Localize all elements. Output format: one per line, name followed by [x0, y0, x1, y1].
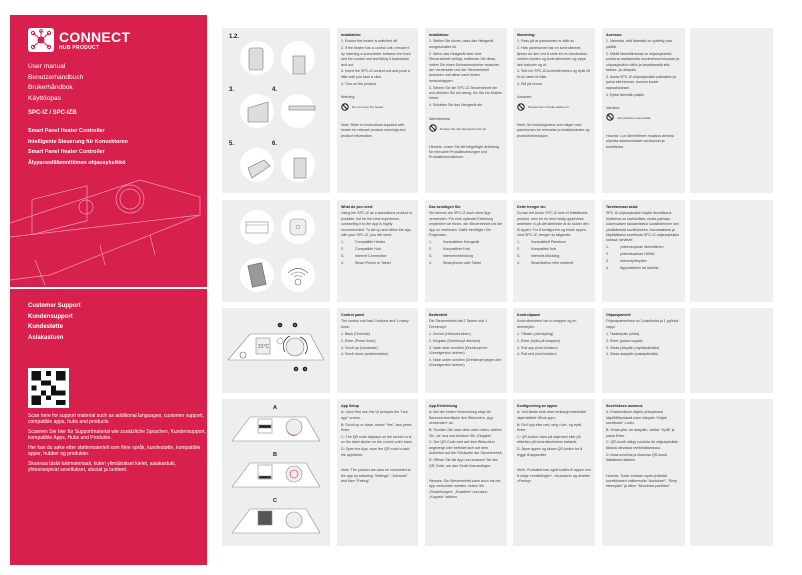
instruction-step: C: The QR code displays on the screen or is on the label sticker on the control unit's back.	[341, 435, 413, 445]
requirements-de	[425, 200, 507, 302]
instruction-step: 3. Nach oben scrollen (Drehknopf im Uhrzeigersinn drehen)	[429, 345, 488, 355]
requirement-item	[341, 254, 414, 259]
instruction-step: 3. Sett inn SPC-IZ-kontrollenheten og trykk litt til du hører et klikk.	[517, 69, 590, 79]
item-label: yhteensopivan HUBin	[620, 252, 655, 257]
product-names	[28, 126, 148, 168]
instruction-step: 1. Tilbake (overstyring)	[517, 331, 554, 336]
section-title: Installation:	[341, 33, 362, 37]
product-name-no: Smart Panel Heater Controller	[28, 149, 105, 155]
warning-row	[606, 113, 681, 123]
do-not-cover-icon	[517, 103, 525, 113]
warning-text: Do not cover the heater.	[352, 105, 385, 110]
section-title: Bedienfeld	[429, 313, 448, 317]
requirement-item	[517, 247, 591, 252]
item-number: 3.	[606, 259, 609, 264]
warning-label: Warnhinweis:	[429, 116, 451, 121]
app-setup-en	[337, 399, 418, 546]
instruction-step: D: Open the App, scan the QR code to add the appliance.	[341, 447, 410, 457]
instruction-step: 2. If the heater has a control unit, remove it by inserting a screwdriver between the front and the control unit and tilting it backwards and out.	[341, 46, 411, 67]
warning-label: Advarsel:	[517, 95, 532, 100]
installation-en	[337, 28, 418, 193]
section-title: App Setup	[341, 404, 359, 408]
installation-no	[513, 28, 595, 193]
instruction-step: D: Åpne appen og skann QR-koden for å legge til apparatet.	[517, 447, 583, 457]
step-label: 6.	[272, 141, 278, 147]
product-name-de: Intelligente Steuerung für Konvektoren	[28, 138, 128, 145]
warning-text: Decken Sie das Heizgerät nicht ab.	[440, 126, 487, 131]
section-intro: Ohjauspaneelissa on 2 painiketta ja 1 pyörivä nappi.	[606, 319, 679, 329]
instruction-step: 2. Wenn das Heizgerät über eine Steuereinheit verfügt, entfernen Sie diese, indem Sie einen Schraubendreher zwischen der Vorderseite und der Steuereinheit ansetzen und diese nach hinten herausklappen.	[429, 51, 500, 83]
step-b-label: B	[273, 452, 277, 458]
cover-panel	[10, 15, 207, 287]
requirement-item	[606, 266, 681, 271]
requirements-fi	[602, 200, 685, 302]
do-not-cover-icon	[341, 103, 349, 113]
item-number: 2.	[429, 246, 432, 251]
item-number: 2.	[517, 246, 520, 251]
instruction-step: 4. Rull ned (mot klokken)	[517, 352, 557, 357]
instruction-step: 3. Scroll up (clockwise)	[341, 345, 378, 350]
do-not-cover-icon	[606, 113, 614, 123]
section-title: Installation:	[429, 33, 450, 37]
requirements-en	[337, 200, 418, 302]
item-label: Internet Connection	[355, 253, 387, 258]
instruction-step: 4. Turn on the product.	[341, 81, 378, 86]
item-number: 1.	[606, 245, 609, 250]
section-note: Merk: Produktet kan også kobles til appen ved å velge «Innstillinger», «Avansert» og deretter «Paring»	[517, 468, 591, 483]
support-title-fi: Asiakastuen	[28, 334, 64, 341]
controller-line-art-icon	[10, 175, 207, 287]
app-setup-de	[425, 399, 507, 546]
section-note: Hinweis: Die Steuereinheit kann auch mit der App verbunden werden, indem Sie „Einstellungen“, „Erweitert“ und dann „Koppeln“ wählen.	[429, 478, 501, 500]
instruction-step: 1. Taaksepäin (ohita)	[606, 331, 640, 336]
heater-icon	[240, 210, 274, 244]
instruction-step: 3. Selaa ylöspäin (myötäpäivään)	[606, 345, 660, 350]
blank-panel	[690, 28, 773, 193]
manual-title-no: Brukerhåndbok	[28, 84, 73, 91]
requirement-item	[606, 252, 681, 257]
connect-hub-logo-icon	[28, 28, 54, 52]
instruction-step: B: Rull opp eller ned, velg «Ja», og trykk Enter.	[517, 422, 582, 433]
instruction-step: 4. Kytke lämmitin päälle.	[606, 92, 645, 97]
instruction-step: C: Der QR-Code wird auf dem Bildschirm angezeigt oder befindet sich auf dem Aufkleber auf der Rückseite der Steuereinheit.	[429, 440, 503, 456]
section-title: Sovelluksen asennus	[606, 404, 643, 408]
item-label: yhteensopivan lämmittimen	[620, 245, 664, 250]
warning-row	[429, 124, 503, 134]
section-title: Ohjauspaneeli	[606, 313, 631, 317]
support-titles	[28, 301, 81, 343]
section-note: Huomio: Lue lämmittimen mukana olevista ohjeista asianmukaiset varoitukset ja tuotetiedot.	[606, 133, 674, 149]
item-number: 3.	[341, 253, 344, 258]
requirement-item	[429, 240, 503, 245]
app-setup-diagram-icon	[222, 399, 330, 546]
requirements-illustrations	[222, 200, 330, 302]
item-number: 2.	[341, 246, 344, 251]
section-note: Huomio: Tuote voidaan myös yhdistää sovellukseen valitsemalla “Asetukset”, “Siirry eteenpäin” ja sitten “Muodosta pariliitos”.	[606, 473, 678, 489]
step-label: 1.2.	[229, 34, 240, 40]
item-number: 4.	[429, 260, 432, 265]
section-intro: Du kan fint bruke SPC-IZ som et frittstående produkt, men for en best mulig opplevelse anbefaler vi på det sterkeste at du kobler den til appen. For å konfigurere og bruke appen med SPC-IZ, trenger du følgende:	[517, 211, 589, 238]
support-panel	[10, 289, 207, 565]
requirement-item	[429, 247, 503, 252]
callout-label: 1	[279, 323, 281, 327]
section-title: App-Einrichtung	[429, 404, 458, 408]
section-title: Control panel	[341, 313, 365, 317]
instruction-step: A: Upon first use, the UI prompts the “Use app” screen.	[341, 410, 408, 420]
item-number: 1.	[341, 239, 344, 244]
item-label: Kompatibles Heizgerät	[443, 239, 480, 244]
warning-row	[517, 103, 591, 113]
brand-subtitle: HUB PRODUCT	[59, 45, 100, 51]
installation-de	[425, 28, 507, 193]
do-not-cover-icon	[429, 124, 437, 134]
step-c-label: C	[273, 498, 277, 504]
section-note: Note: Refer to instructions supplied with heater for relevant product warnings and product information.	[341, 122, 406, 138]
instruction-step: 1. Zurück (Überschreiben)	[429, 331, 471, 336]
instruction-step: 4. Scroll down (anticlockwise)	[341, 352, 389, 357]
instruction-step: 2. Enter (trykk på knappen)	[517, 338, 561, 343]
requirement-item	[517, 254, 591, 259]
instruction-step: B: Scrollen Sie nach oben oder unten, wählen Sie „Ja“ aus und drücken Sie „Eingabe“.	[429, 428, 502, 438]
section-title: Das benötigen Sie:	[429, 205, 462, 209]
section-title: Dette trenger du:	[517, 205, 546, 209]
control-panel-illustration	[222, 308, 330, 393]
instruction-step: 2. Enter (Press Knob)	[341, 338, 376, 343]
hub-icon	[281, 210, 315, 244]
item-number: 1.	[517, 239, 520, 244]
support-title-en: Customer Support	[28, 303, 81, 309]
installation-illustrations	[222, 28, 330, 193]
requirement-item	[429, 261, 503, 266]
instruction-step: 1. Back (Override)	[341, 331, 371, 336]
section-title: What do you need:	[341, 205, 374, 209]
section-note: Hinweis: Lesen Sie die beigefügte Anleitung für relevante Produktwarnungen und Produktinformationen.	[429, 144, 499, 160]
item-number: 4.	[341, 260, 344, 265]
scan-text-en: Scan here for support material such as additional languages, customer support, compatible apps, hubs and products.	[28, 413, 204, 425]
manual-titles	[28, 62, 83, 104]
instruction-step: 4. Schalten Sie das Heizgerät ein.	[429, 103, 484, 108]
scan-text-no: Her kan du søke etter støttemateriell som flere språk, kundestøtte, kompatible apper, hubber og produkter.	[28, 445, 201, 457]
callout-label: 2	[294, 323, 296, 327]
section-title: Montering:	[517, 33, 536, 37]
instruction-step: D: Öffnen Sie die App und scannen Sie den QR-Code, um das Gerät hinzuzufügen.	[429, 458, 499, 468]
instruction-step: 2. Hvis panelovnen har en kontrollenhet, fjerner du den ved å sette inn en skrutrekker mellom fronten og kontrollenheten og vippe den bakover og ut.	[517, 46, 588, 67]
section-intro: Using the SPC-IZ as a standalone product is possible, but for the best experience, connecting it to the App is highly recommended. To set up and utilize the app with your SPC-IZ, you will need:	[341, 211, 412, 238]
warning-text: Lämmitintä ei saa peittää.	[617, 115, 652, 120]
blank-panel	[690, 399, 773, 546]
step-label: 3.	[229, 87, 235, 93]
instruction-step: 3. Setzen Sie die SPC-IZ-Steuereinheit ein und drücken Sie ein wenig, bis Sie ein Klicken hören.	[429, 85, 503, 101]
instruction-step: 4. Nach unten scrollen (Drehknopf gegen den Uhrzeigersinn drehen)	[429, 357, 502, 368]
section-intro: The control unit has 2 buttons and 1 rotary knob.	[341, 319, 409, 329]
item-number: 2.	[606, 252, 609, 257]
step-label: 4.	[272, 87, 278, 93]
item-number: 3.	[517, 253, 520, 258]
brand-name: CONNECT	[59, 29, 131, 45]
instruction-step: C: QR-koodi näkyy ruudulla tai ohjausyksikön takana olevassa merkintätarrassa.	[606, 440, 679, 450]
instruction-step: B: Scroll up or down, select “Yes”, and press Enter.	[341, 422, 412, 433]
scan-instructions	[28, 413, 208, 477]
callout-label: 4	[304, 367, 306, 371]
wifi-icon	[281, 258, 315, 292]
scan-text-fi: Skannaa tästä tukimateriaali, kuten ylimääräiset kielet, asiakastuki, yhteensopivat sovellukset, alustat ja tuotteet.	[28, 461, 176, 473]
requirement-item	[341, 247, 414, 252]
warning-row	[341, 103, 414, 113]
blank-panel	[690, 308, 773, 393]
requirement-item	[606, 245, 681, 250]
instruction-step: 1. Stellen Sie sicher, dass das Heizgerät ausgeschaltet ist.	[429, 39, 494, 49]
app-setup-illustrations	[222, 399, 330, 546]
blank-panel	[690, 200, 773, 302]
section-title: Tarvitsemasi asiat:	[606, 205, 639, 209]
step-label: 5.	[229, 141, 235, 147]
warning-text: Panelovnen må ikke dekkes til.	[528, 105, 570, 110]
item-label: älypuhelimen tai tabletin	[620, 266, 659, 271]
section-intro: Kontrollenheten har to knapper og én dreiebryter.	[517, 319, 577, 329]
instruction-step: 1. Ensure the heater is switched off.	[341, 39, 399, 44]
control-panel-no	[513, 308, 595, 393]
control-panel-en	[337, 308, 418, 393]
requirement-item	[517, 240, 591, 245]
support-qr-code[interactable]	[28, 368, 69, 408]
instruction-step: A: Ved første bruk viser brukergrensesnittet skjermbildet «Bruk app».	[517, 410, 587, 420]
installation-fi	[602, 28, 685, 193]
support-title-de: Kundensupport	[28, 313, 73, 320]
instruction-step: 3. Aseta SPC-IZ-ohjausyksikkö paikalleen ja paina sitä hieman, kunnes kuulet napsahduksen.	[606, 74, 677, 90]
installation-line-art-icon	[222, 28, 330, 193]
manual-title-en: User manual	[28, 63, 66, 70]
section-title: Konfigurering av appen	[517, 404, 558, 408]
step-a-label: A	[273, 405, 277, 411]
control-panel-de	[425, 308, 507, 393]
instruction-step: 3. Insert the SPC-IZ control unit and push a little until you hear a click.	[341, 69, 411, 79]
instruction-step: 2. Eingabe (Drehknopf drücken)	[429, 338, 480, 343]
requirement-item	[341, 261, 414, 266]
item-label: Smart Phone or Tablet	[355, 260, 391, 265]
section-intro: SPC-IZ-ohjausyksikön käyttö itsenäisenä tuotteena on mahdollista, mutta parhaan kokemuksen takaamiseksi suosittelemme sen yhdistämistä sovellukseen. Asentaaksesi ja käyttääksesi sovellusta SPC-IZ-ohjausyksikön kanssa, tarvitset:	[606, 211, 680, 243]
item-label: Kompatibelt Panelovn	[531, 239, 566, 244]
manual-title-de: Benutzerhandbuch	[28, 73, 84, 81]
instruction-step: 1. Pass på at panelovnen er slått av.	[517, 39, 575, 44]
tablet-icon	[240, 258, 274, 292]
instruction-step: 4. Slå på ovnen.	[517, 81, 543, 86]
item-label: Smarttelefon eller nettbrett	[531, 260, 574, 265]
instruction-step: C: QR-koden vises på skjermen eller på etiketten på kontrollenhetens bakside.	[517, 435, 581, 445]
item-label: Kompatibler Hub	[443, 246, 470, 251]
control-panel-fi	[602, 308, 685, 393]
control-unit-diagram-icon	[222, 308, 330, 393]
display-temperature: 21°C	[258, 344, 270, 350]
section-title: Asennus:	[606, 33, 623, 37]
instruction-step: B: Selaa ylös- tai alaspäin, valitse “Kyllä” ja paina Enter.	[606, 428, 675, 438]
requirement-item	[341, 240, 414, 245]
item-label: Compatible Heater	[355, 239, 385, 244]
instruction-step: 1. Varmista, että lämmitin on kytketty pois päältä.	[606, 39, 673, 49]
requirement-item	[517, 261, 591, 266]
item-label: internetyhteyden	[620, 259, 647, 264]
requirements-no	[513, 200, 595, 302]
requirement-item	[429, 254, 503, 259]
product-name-en: Smart Panel Heater Controller	[28, 128, 105, 134]
item-label: Internett-tilkobling	[531, 253, 560, 258]
instruction-step: 2. Enter (paina nuppia)	[606, 338, 643, 343]
manual-title-fi: Käyttöopas	[28, 94, 61, 102]
callout-label: 3	[295, 367, 297, 371]
section-note: Note: The product can also be connected to the app by selecting “Settings”, “Advance” and then “Pairing”	[341, 468, 411, 483]
item-number: 3.	[429, 253, 432, 258]
model-number: SPC-IZ / SPC-IZB	[28, 110, 77, 116]
item-label: Internetverbindung	[443, 253, 473, 258]
app-setup-no	[513, 399, 595, 546]
requirement-item	[606, 259, 681, 264]
support-title-no: Kundestøtte	[28, 324, 63, 330]
instruction-step: 4. Selaa alaspäin (vastapäivään)	[606, 352, 659, 357]
scan-text-de: Scannen Sie hier für Supportmaterial wie zusätzliche Sprachen, Kundensupport, kompatible Apps, Hubs und Produkte.	[28, 429, 206, 441]
item-label: Kompatibel hub	[531, 246, 556, 251]
instruction-step: D: Avaa sovellus ja skannaa QR-koodi lisätäksesi laitteen.	[606, 452, 668, 463]
instruction-step: A: Bei der ersten Verwendung zeigt die Benutzeroberfläche den Bildschirm „App verwenden“ an.	[429, 410, 494, 426]
item-label: Compatible Hub	[355, 246, 381, 251]
warning-label: Varoitus:	[606, 105, 620, 110]
item-number: 4.	[606, 266, 609, 271]
section-note: Merk: Se instruksjonene som følger med panelovnen for relevante produktadvarsler og produktinformasjon.	[517, 122, 590, 138]
instruction-step: 2. Mikäli lämmittimessä on ohjausyksikkö, poista se asettamalla ruuvimeisseli etuosan ja ohjausyksikön väliin ja taivuttamalla sitä taakse- ja ulospäin.	[606, 51, 680, 72]
item-label: Smartphone oder Tablet	[443, 260, 482, 265]
section-intro: Sie können die SPC-IZ auch ohne App verwenden. Für eine optimale Erfahrung empfehlen wir Ihnen, die Steuereinheit mit der App zu verbinden. Dafür benötigen Sie Folgendes:	[429, 211, 503, 238]
item-number: 4.	[517, 260, 520, 265]
app-setup-fi	[602, 399, 685, 546]
warning-label: Warning:	[341, 95, 356, 100]
item-number: 1.	[429, 239, 432, 244]
product-name-fi: Älypaneelilämmittimen ohjausyksikkö	[28, 159, 126, 166]
section-intro: Die Steuereinheit hat 2 Tasten und 1 Drehknopf.	[429, 319, 488, 329]
instruction-step: 3. Rull opp (med klokken)	[517, 345, 558, 350]
instruction-step: A. Ensimmäisen käytön yhteydessä käyttöliittymässä tulee näkyviin “Käytä sovellusta” -ruutu.	[606, 410, 667, 426]
section-title: Kontrollpanel	[517, 313, 541, 317]
